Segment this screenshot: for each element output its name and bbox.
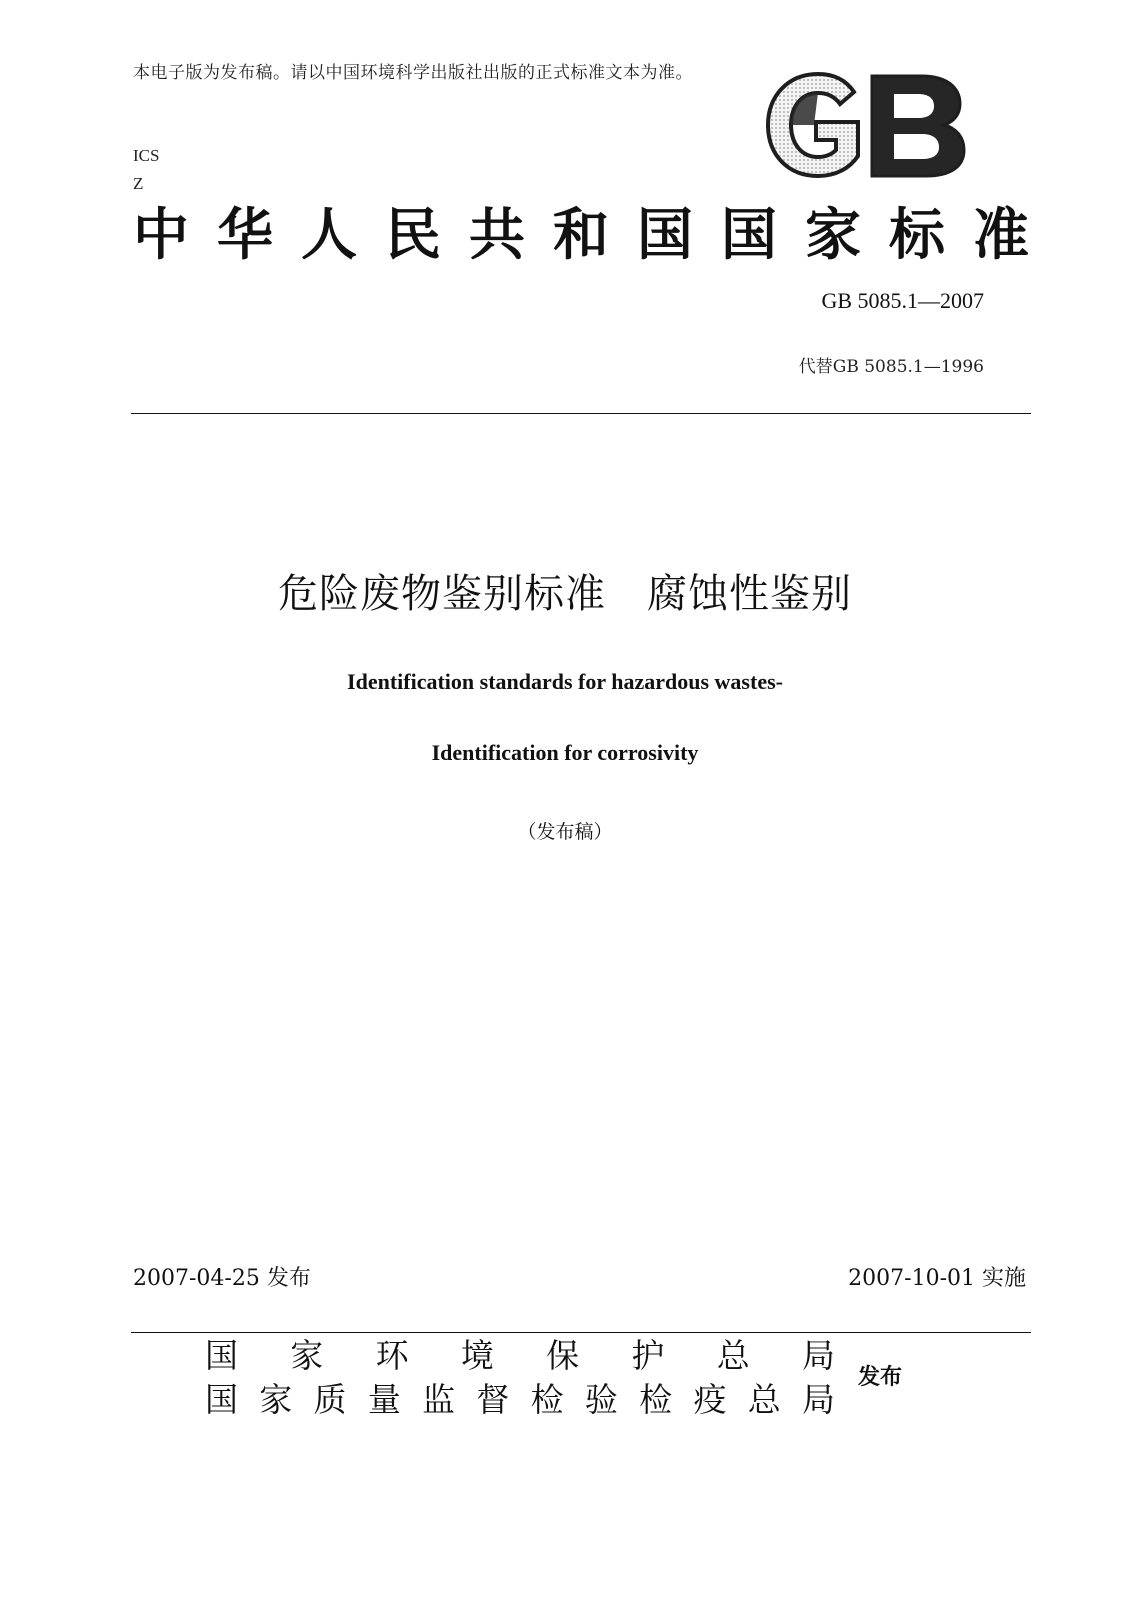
gb-logo-b-hole-top xyxy=(894,94,934,118)
replaces-standard: 代替GB 5085.1—1996 xyxy=(798,357,984,377)
gb-logo-b-shape xyxy=(872,76,964,176)
issuing-authority-2: 国家质量监督检验检疫总局 xyxy=(205,1380,835,1419)
standard-number: GB 5085.1—2007 xyxy=(821,288,984,313)
gb-logo-b-hole-bottom xyxy=(894,134,939,159)
implementation-date: 2007-10-01 实施 xyxy=(848,1266,1026,1291)
issuing-authority-1: 国家环境保护总局 xyxy=(205,1336,835,1375)
top-divider xyxy=(131,413,1031,414)
draft-note: （发布稿） xyxy=(517,821,613,843)
document-title-english-line1: Identification standards for hazardous wastes- xyxy=(347,669,783,694)
publish-label: 发布 xyxy=(858,1365,903,1390)
document-title-english-line2: Identification for corrosivity xyxy=(431,740,699,765)
gb-logo xyxy=(762,70,972,180)
bottom-divider xyxy=(131,1332,1031,1333)
document-title-chinese: 危险废物鉴别标准 腐蚀性鉴别 xyxy=(278,571,852,617)
ics-label: ICS xyxy=(133,146,160,165)
national-standard-title: 中华人民共和国国家标准 xyxy=(133,203,1031,268)
electronic-version-notice: 本电子版为发布稿。请以中国环境科学出版社出版的正式标准文本为准。 xyxy=(133,63,693,83)
issue-date: 2007-04-25 发布 xyxy=(133,1266,311,1291)
classification-code: Z xyxy=(133,174,144,193)
